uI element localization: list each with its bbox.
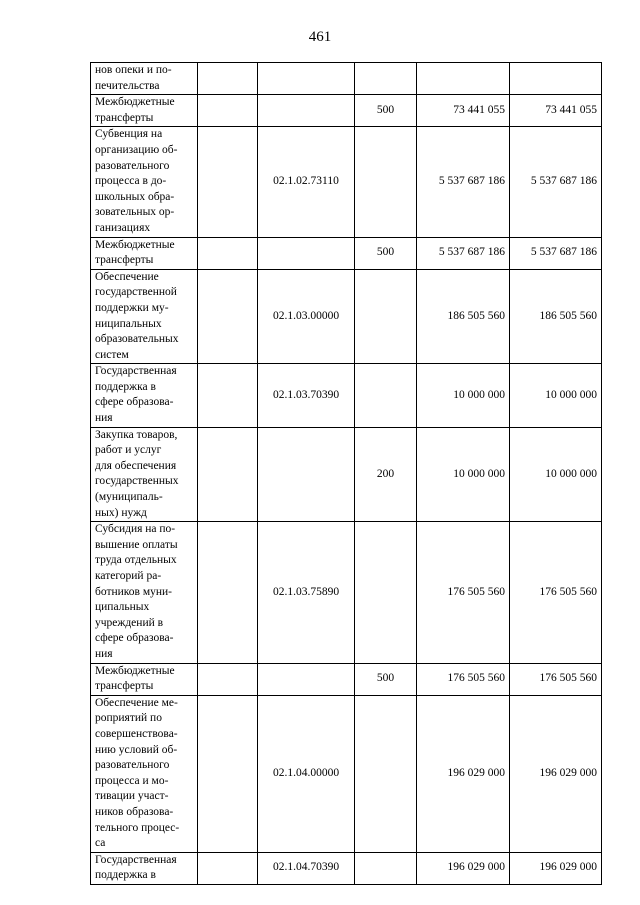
amount-cell-2: 196 029 000	[510, 852, 602, 884]
item-name-cell	[91, 695, 198, 852]
item-name-line: ния	[95, 647, 113, 660]
table-row	[91, 695, 602, 852]
item-name-line: ботников муни-	[95, 585, 173, 598]
table-row	[91, 95, 602, 127]
item-name-line: разовательного	[95, 759, 170, 772]
item-name-cell	[91, 269, 198, 364]
item-name-line: трансферты	[95, 680, 154, 693]
item-name-line: (муниципаль-	[95, 491, 163, 504]
target-code-cell: 02.1.03.70390	[258, 364, 355, 427]
item-name-cell	[91, 127, 198, 237]
table-row	[91, 63, 602, 95]
item-name-line: ников образова-	[95, 805, 174, 818]
item-name-line: нию условий об-	[95, 743, 178, 756]
item-name-line: тельного процес-	[95, 821, 180, 834]
item-name-line: Субсидия на по-	[95, 523, 176, 536]
amount-cell-1: 5 537 687 186	[417, 237, 510, 269]
item-name-line: са	[95, 837, 106, 850]
empty-cell	[198, 95, 258, 127]
expense-type-cell	[355, 695, 417, 852]
target-code-cell	[258, 95, 355, 127]
expense-type-cell	[355, 364, 417, 427]
empty-cell	[198, 695, 258, 852]
item-name-cell	[91, 63, 198, 95]
item-name-line: процесса и мо-	[95, 774, 169, 787]
item-name-line: ниципальных	[95, 317, 162, 330]
amount-cell-1: 176 505 560	[417, 663, 510, 695]
item-name-line: нов опеки и по-	[95, 64, 172, 76]
item-name-line: роприятий по	[95, 712, 162, 725]
amount-cell-2: 176 505 560	[510, 522, 602, 663]
item-name-line: вышение оплаты	[95, 538, 178, 551]
target-code-cell: 02.1.02.73110	[258, 127, 355, 237]
empty-cell	[198, 427, 258, 522]
amount-cell-2: 196 029 000	[510, 695, 602, 852]
item-name-line: поддержки му-	[95, 301, 169, 314]
amount-cell-2: 5 537 687 186	[510, 127, 602, 237]
amount-cell-2: 5 537 687 186	[510, 237, 602, 269]
item-name-line: сфере образова-	[95, 396, 174, 409]
expense-type-cell: 500	[355, 237, 417, 269]
item-name-line: труда отдельных	[95, 554, 177, 567]
table-row	[91, 127, 602, 237]
table-row	[91, 852, 602, 884]
budget-table	[90, 62, 602, 885]
target-code-cell	[258, 663, 355, 695]
item-name-line: трансферты	[95, 111, 154, 124]
item-name-line: зовательных ор-	[95, 206, 175, 219]
item-name-line: Закупка товаров,	[95, 428, 178, 441]
item-name-line: школьных обра-	[95, 190, 175, 203]
table-body	[91, 63, 602, 885]
expense-type-cell: 500	[355, 663, 417, 695]
amount-cell-2: 10 000 000	[510, 364, 602, 427]
amount-cell-1: 186 505 560	[417, 269, 510, 364]
item-name-line: Межбюджетные	[95, 238, 175, 251]
target-code-cell	[258, 427, 355, 522]
item-name-line: работ и услуг	[95, 444, 162, 457]
table-row	[91, 237, 602, 269]
item-name-line: процесса в до-	[95, 175, 167, 188]
item-name-line: сфере образова-	[95, 632, 174, 645]
expense-type-cell	[355, 127, 417, 237]
item-name-line: категорий ра-	[95, 570, 162, 582]
amount-cell-1: 73 441 055	[417, 95, 510, 127]
empty-cell	[198, 522, 258, 663]
item-name-line: ния	[95, 412, 113, 425]
item-name-line: тивации участ-	[95, 790, 169, 803]
table-row	[91, 663, 602, 695]
expense-type-cell	[355, 63, 417, 95]
target-code-cell: 02.1.03.00000	[258, 269, 355, 364]
amount-cell-1: 196 029 000	[417, 695, 510, 852]
expense-type-cell	[355, 852, 417, 884]
item-name-line: ных) нужд	[95, 506, 147, 519]
item-name-line: поддержка в	[95, 380, 156, 393]
item-name-line: трансферты	[95, 254, 154, 267]
expense-type-cell: 200	[355, 427, 417, 522]
expense-type-cell: 500	[355, 95, 417, 127]
amount-cell-1	[417, 63, 510, 95]
item-name-cell	[91, 663, 198, 695]
table-row	[91, 427, 602, 522]
item-name-cell	[91, 427, 198, 522]
item-name-cell	[91, 237, 198, 269]
item-name-line: Обеспечение	[95, 270, 159, 283]
amount-cell-2: 10 000 000	[510, 427, 602, 522]
empty-cell	[198, 127, 258, 237]
item-name-line: Межбюджетные	[95, 96, 175, 109]
table-row	[91, 269, 602, 364]
item-name-line: Субвенция на	[95, 128, 163, 141]
item-name-line: для обеспечения	[95, 459, 177, 472]
item-name-line: Обеспечение ме-	[95, 696, 178, 709]
item-name-line: разовательного	[95, 159, 170, 172]
item-name-line: организацию об-	[95, 143, 178, 156]
target-code-cell: 02.1.04.00000	[258, 695, 355, 852]
empty-cell	[198, 63, 258, 95]
amount-cell-1: 5 537 687 186	[417, 127, 510, 237]
empty-cell	[198, 852, 258, 884]
item-name-cell	[91, 95, 198, 127]
item-name-line: печительства	[95, 79, 160, 92]
item-name-line: учреждений в	[95, 616, 164, 629]
item-name-line: поддержка в	[95, 869, 156, 882]
amount-cell-2: 186 505 560	[510, 269, 602, 364]
expense-type-cell	[355, 269, 417, 364]
item-name-line: государственных	[95, 475, 179, 488]
empty-cell	[198, 663, 258, 695]
item-name-line: совершенствова-	[95, 727, 178, 740]
amount-cell-2: 176 505 560	[510, 663, 602, 695]
expense-type-cell	[355, 522, 417, 663]
page-number: 461	[308, 29, 332, 45]
amount-cell-2	[510, 63, 602, 95]
item-name-line: образовательных	[95, 333, 179, 346]
empty-cell	[198, 364, 258, 427]
empty-cell	[198, 237, 258, 269]
item-name-line: систем	[95, 348, 129, 361]
target-code-cell	[258, 237, 355, 269]
amount-cell-2: 73 441 055	[510, 95, 602, 127]
item-name-cell	[91, 522, 198, 663]
empty-cell	[198, 269, 258, 364]
amount-cell-1: 10 000 000	[417, 427, 510, 522]
item-name-line: государственной	[95, 286, 177, 299]
item-name-line: Государственная	[95, 853, 177, 866]
table-row	[91, 364, 602, 427]
amount-cell-1: 10 000 000	[417, 364, 510, 427]
item-name-cell	[91, 852, 198, 884]
target-code-cell: 02.1.03.75890	[258, 522, 355, 663]
target-code-cell: 02.1.04.70390	[258, 852, 355, 884]
amount-cell-1: 196 029 000	[417, 852, 510, 884]
target-code-cell	[258, 63, 355, 95]
item-name-line: ципальных	[95, 601, 150, 614]
item-name-line: Межбюджетные	[95, 664, 175, 677]
table-row	[91, 522, 602, 663]
item-name-cell	[91, 364, 198, 427]
item-name-line: ганизациях	[95, 221, 151, 234]
item-name-line: Государственная	[95, 365, 177, 378]
amount-cell-1: 176 505 560	[417, 522, 510, 663]
